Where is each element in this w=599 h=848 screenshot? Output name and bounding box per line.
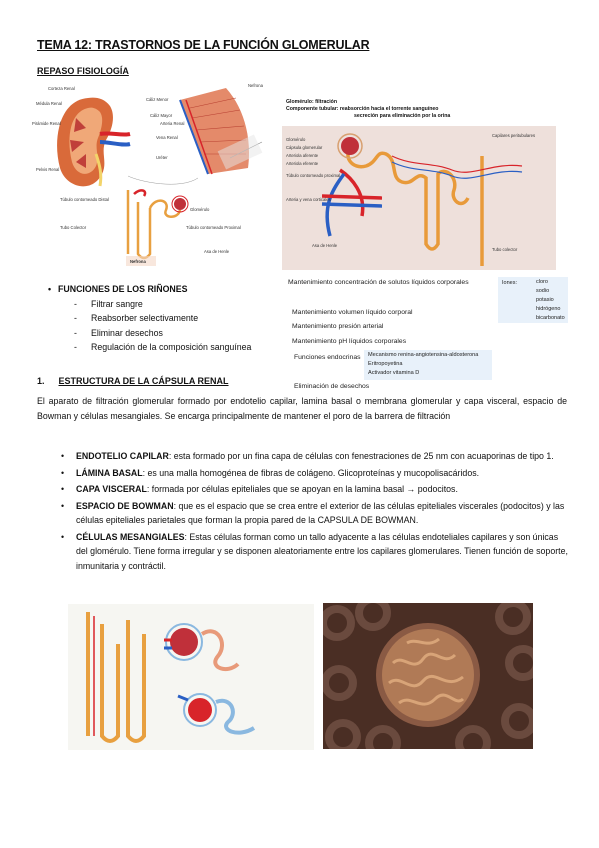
endocrine-item: Activador vitamina D xyxy=(368,370,420,376)
section-heading xyxy=(37,376,229,386)
endocrine-item: Eritropoyetina xyxy=(368,361,403,367)
bullet-item xyxy=(61,499,568,528)
nephron-label-4: Túbulo contorneado proximal xyxy=(286,173,341,178)
function-item xyxy=(58,328,251,338)
endocrine-item: Mecanismo renina-angiotensina-aldosterona xyxy=(368,352,479,358)
section-heading-text: ESTRUCTURA DE LA CÁPSULA RENAL xyxy=(58,376,229,386)
table-row-pressure: Mantenimiento presión arterial xyxy=(292,323,384,330)
bullet-text: : Estas células forman como un tallo adyacente a las células endoteliales capilares y son únicas del glomérulo. Tiene forma irregular y se disponen aleatoriamente entre los capilares glomerulares. Tienen función de soporte, inmunitaria y contráctil. xyxy=(76,531,568,571)
table-row-volume: Mantenimiento volumen líquido corporal xyxy=(292,309,413,316)
ion-item: hidrógeno xyxy=(536,306,561,312)
label-proximal-tubule: Túbulo contorneado Proximal xyxy=(186,225,241,230)
bullet-icon: • xyxy=(61,531,65,542)
bullet-item xyxy=(61,482,568,497)
table-ions-label: Iones: xyxy=(502,280,517,286)
label-nephron-bottom: Nefrona xyxy=(130,259,146,264)
function-item xyxy=(58,299,251,309)
function-item-text: Reabsorber selectivamente xyxy=(91,313,199,323)
function-item-text: Eliminar desechos xyxy=(91,327,163,338)
label-minor-calyx: Cáliz Menor xyxy=(146,97,169,102)
dash-icon: - xyxy=(74,313,77,323)
bullet-term: ESPACIO DE BOWMAN xyxy=(76,500,174,511)
label-glomerulus: Glomérulo xyxy=(190,207,210,212)
glomerulus-photo xyxy=(323,603,533,749)
bullet-term: LÁMINA BASAL xyxy=(76,467,143,478)
label-medulla: Médula Renal xyxy=(36,101,62,106)
nephron-label-6: Asa de Henle xyxy=(312,243,338,248)
dash-icon: - xyxy=(74,298,77,309)
functions-heading xyxy=(48,284,251,294)
function-item-text: Regulación de la composición sanguínea xyxy=(91,342,252,352)
label-major-calyx: Cáliz Mayor xyxy=(150,113,173,118)
bullet-item xyxy=(61,530,568,574)
nephron-caption-line3: secreción para eliminación por la orina xyxy=(354,113,451,119)
section-paragraph: El aparato de filtración glomerular formado por endotelio capilar, lamina basal o membrana glomerular y capa visceral, espacio de Bowman y células mesangiales. Se encarga principalmente de mantener el poro de la barrera de filtración xyxy=(37,396,567,421)
structure-bullets xyxy=(61,449,568,575)
label-henle-loop: Asa de Henle xyxy=(204,249,230,254)
table-row-waste: Eliminación de desechos xyxy=(294,383,370,390)
label-pyramid: Pirámide Renal xyxy=(32,121,61,126)
nephron-caption-line2: Componente tubular: reabsorción hacia el torrente sanguíneo xyxy=(286,106,439,112)
label-ureter: Uréter xyxy=(156,155,168,160)
bullet-icon: • xyxy=(61,467,65,478)
functions-heading-text: FUNCIONES DE LOS RIÑONES xyxy=(58,284,188,294)
nephron-label-7: Tubo colector xyxy=(492,247,518,252)
bullet-term: CÉLULAS MESANGIALES xyxy=(76,531,185,542)
bullet-icon: • xyxy=(61,484,65,494)
nephron-caption-line1: Glomérulo: filtración xyxy=(286,99,338,105)
table-row-endocrine: Funciones endocrinas xyxy=(294,354,361,361)
ion-item: potasio xyxy=(536,297,554,303)
label-renal-vein: Vena Renal xyxy=(156,135,178,140)
label-nephron-top: Nefrona xyxy=(248,83,263,88)
bullet-text: : es una malla homogénea de fibras de colágeno. Glicoproteínas y mucopolisacáridos. xyxy=(142,467,480,478)
glomerulus-photo-illustration xyxy=(323,603,533,749)
bullet-text: : formada por células epiteliales que se apoyan en la lamina basal → podocitos. xyxy=(146,484,458,494)
bullet-text: : que es el espacio que se crea entre el exterior de las células epiteliales viscerales (podocitos) y las células epiteliales parietales que forman la propia pared de la CAPSULA DE BOWMAN. xyxy=(76,500,565,525)
nephron-schematic-illustration xyxy=(68,604,314,750)
bullet-icon: • xyxy=(48,284,52,294)
dash-icon: - xyxy=(74,342,77,352)
section-subtitle: REPASO FISIOLOGÍA xyxy=(37,66,129,76)
bullet-term: ENDOTELIO CAPILAR xyxy=(76,451,169,461)
kidney-anatomy-illustration xyxy=(30,78,272,272)
section-number: 1. xyxy=(37,376,45,386)
function-item-text: Filtrar sangre xyxy=(91,298,143,309)
table-endocrine-box xyxy=(364,350,492,380)
nephron-label-3: Arteriola eferente xyxy=(286,161,319,166)
table-ions-box xyxy=(498,277,568,323)
kidney-functions-list xyxy=(48,284,252,352)
nephron-schematic-image xyxy=(68,604,314,750)
bullet-item xyxy=(61,449,568,464)
bullet-term: CAPA VISCERAL xyxy=(76,484,147,494)
ion-item: cloro xyxy=(536,279,548,285)
nephron-label-1: Cápsula glomerular xyxy=(286,145,323,150)
page-title: TEMA 12: TRASTORNOS DE LA FUNCIÓN GLOMERULAR xyxy=(37,38,370,52)
label-pelvis: Pelvis Renal xyxy=(36,167,60,172)
dash-icon: - xyxy=(74,327,77,338)
function-item xyxy=(58,313,251,323)
kidney-anatomy-figure xyxy=(30,78,272,272)
function-item xyxy=(58,342,251,352)
nephron-label-5: Arteria y vena corticales xyxy=(286,197,331,202)
table-row-solutes: Mantenimiento concentración de solutos líquidos corporales xyxy=(288,279,469,286)
nephron-label-2: Arteriola aferente xyxy=(286,153,319,158)
nephron-label-0: Glomérulo xyxy=(286,137,306,142)
table-row-ph: Mantenimiento pH líquidos corporales xyxy=(292,338,407,345)
label-cortex: Corteza Renal xyxy=(48,86,75,91)
nephron-label-8: Capilares peritubulares xyxy=(492,133,536,138)
bullet-item xyxy=(61,466,568,481)
nephron-diagram-figure xyxy=(282,98,556,270)
label-collecting-tube: Tubo Colector xyxy=(60,225,87,230)
bullet-icon: • xyxy=(61,500,65,511)
label-renal-artery: Arteria Renal xyxy=(160,121,185,126)
bullet-text: : esta formado por un fina capa de células con fenestraciones de 25 nm con acuaporinas de tipo 1. xyxy=(168,451,554,461)
ion-item: sodio xyxy=(536,288,550,294)
label-distal-tubule: Túbulo contorneado Distal xyxy=(60,197,109,202)
ion-item: bicarbonato xyxy=(536,315,565,321)
bullet-icon: • xyxy=(61,451,65,461)
